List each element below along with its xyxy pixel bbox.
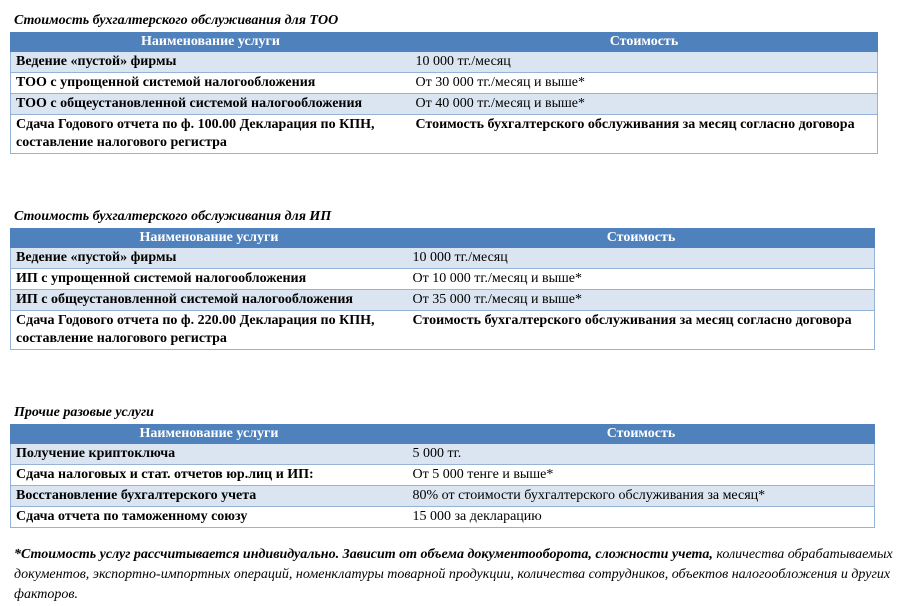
service-price: От 30 000 тг./месяц и выше*: [411, 73, 878, 94]
table-row: [11, 311, 875, 350]
table-row: [11, 73, 878, 94]
price-table-ip: [10, 228, 875, 350]
table-row: [11, 444, 875, 465]
service-name: Сдача Годового отчета по ф. 220.00 Декларация по КПН, составление налогового регистра: [11, 311, 408, 350]
table-header-row: [11, 229, 875, 248]
table-row: [11, 290, 875, 311]
section-title-other: Прочие разовые услуги: [14, 405, 154, 420]
service-name: ИП с общеустановленной системой налогообложения: [11, 290, 408, 311]
service-price: От 5 000 тенге и выше*: [408, 465, 875, 486]
service-price: 5 000 тг.: [408, 444, 875, 465]
service-price: Стоимость бухгалтерского обслуживания за месяц согласно договора: [408, 311, 875, 350]
service-name: Ведение «пустой» фирмы: [11, 248, 408, 269]
column-header-service: Наименование услуги: [11, 33, 411, 52]
service-name: Сдача налоговых и стат. отчетов юр.лиц и ИП:: [11, 465, 408, 486]
section-title-too: Стоимость бухгалтерского обслуживания для ТОО: [14, 13, 339, 28]
service-name: Сдача отчета по таможенному союзу: [11, 507, 408, 528]
service-name: ТОО с упрощенной системой налогообложения: [11, 73, 411, 94]
service-name: Сдача Годового отчета по ф. 100.00 Декларация по КПН, составление налогового регистра: [11, 115, 411, 154]
service-price: От 10 000 тг./месяц и выше*: [408, 269, 875, 290]
service-price: 15 000 за декларацию: [408, 507, 875, 528]
footnote-rest: количества обрабатываемых документов, экспортно-импортных операций, номенклатуры товарной продукции, количества сотрудников, объектов налогообложения и других факторов.: [14, 547, 893, 602]
table-row: [11, 248, 875, 269]
service-name: ТОО с общеустановленной системой налогообложения: [11, 94, 411, 115]
column-header-service: Наименование услуги: [11, 425, 408, 444]
service-name: Получение криптоключа: [11, 444, 408, 465]
column-header-service: Наименование услуги: [11, 229, 408, 248]
footnote-bold: *Стоимость услуг рассчитывается индивидуально. Зависит от объема документооборота, сложности учета,: [14, 547, 713, 562]
service-price: 10 000 тг./месяц: [408, 248, 875, 269]
service-price: Стоимость бухгалтерского обслуживания за месяц согласно договора: [411, 115, 878, 154]
service-name: Восстановление бухгалтерского учета: [11, 486, 408, 507]
table-row: [11, 269, 875, 290]
service-price: 80% от стоимости бухгалтерского обслуживания за месяц*: [408, 486, 875, 507]
table-row: [11, 115, 878, 154]
table-row: [11, 465, 875, 486]
price-table-other: [10, 424, 875, 528]
table-row: [11, 52, 878, 73]
column-header-price: Стоимость: [411, 33, 878, 52]
column-header-price: Стоимость: [408, 229, 875, 248]
service-name: ИП с упрощенной системой налогообложения: [11, 269, 408, 290]
table-row: [11, 486, 875, 507]
section-title-ip: Стоимость бухгалтерского обслуживания для ИП: [14, 209, 332, 224]
table-header-row: [11, 425, 875, 444]
footnote: [14, 545, 910, 605]
price-table-too: [10, 32, 878, 154]
table-header-row: [11, 33, 878, 52]
table-row: [11, 94, 878, 115]
table-row: [11, 507, 875, 528]
service-name: Ведение «пустой» фирмы: [11, 52, 411, 73]
column-header-price: Стоимость: [408, 425, 875, 444]
service-price: От 35 000 тг./месяц и выше*: [408, 290, 875, 311]
service-price: От 40 000 тг./месяц и выше*: [411, 94, 878, 115]
service-price: 10 000 тг./месяц: [411, 52, 878, 73]
